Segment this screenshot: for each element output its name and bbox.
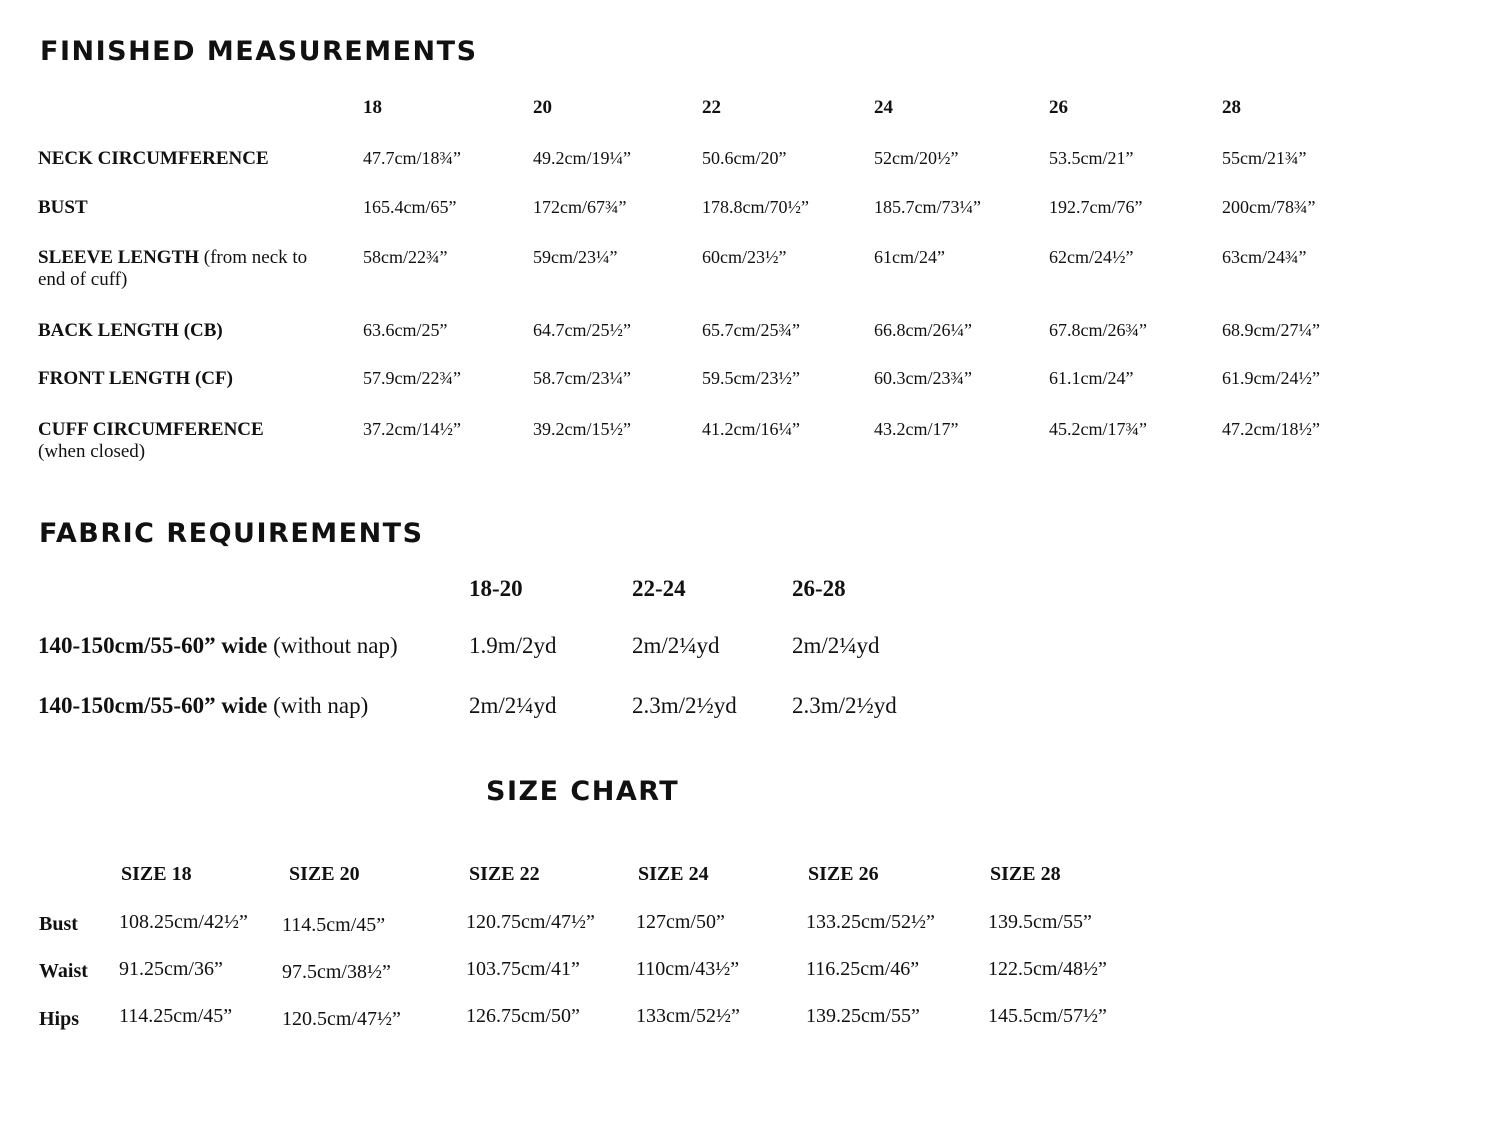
fm-cell: 200cm/78¾” — [1222, 197, 1316, 217]
fr-size-header: 26-28 — [792, 576, 846, 601]
sc-cell: 116.25cm/46” — [806, 958, 920, 980]
sc-cell: 120.75cm/47½” — [466, 911, 595, 933]
fr-cell: 2m/2¼yd — [632, 633, 720, 658]
fm-cell: 41.2cm/16¼” — [702, 419, 800, 439]
sc-size-header: SIZE 26 — [808, 863, 879, 885]
fm-row-label — [38, 419, 264, 463]
fm-row-note: end of cuff) — [38, 269, 128, 290]
fm-cell: 66.8cm/26¼” — [874, 320, 972, 340]
fr-cell: 2m/2¼yd — [469, 693, 557, 718]
sc-size-header: SIZE 20 — [289, 863, 360, 885]
fm-cell: 55cm/21¾” — [1222, 148, 1307, 168]
fm-row-label — [38, 197, 88, 219]
sc-cell: 145.5cm/57½” — [988, 1005, 1107, 1027]
fm-cell: 47.2cm/18½” — [1222, 419, 1320, 439]
fm-cell: 37.2cm/14½” — [363, 419, 461, 439]
fm-row-label-text: FRONT LENGTH (CF) — [38, 368, 233, 389]
sc-row-label: Bust — [39, 913, 78, 935]
fm-cell: 61.1cm/24” — [1049, 368, 1134, 388]
fm-cell: 50.6cm/20” — [702, 148, 787, 168]
fm-cell: 68.9cm/27¼” — [1222, 320, 1320, 340]
sc-cell: 103.75cm/41” — [466, 958, 580, 980]
fm-cell: 53.5cm/21” — [1049, 148, 1134, 168]
fm-cell: 67.8cm/26¾” — [1049, 320, 1147, 340]
fr-size-header: 18-20 — [469, 576, 523, 601]
fm-cell: 45.2cm/17¾” — [1049, 419, 1147, 439]
sc-row-label: Waist — [39, 960, 88, 982]
fm-size-header: 22 — [702, 97, 721, 118]
sc-size-header: SIZE 24 — [638, 863, 709, 885]
fr-row-note: (with nap) — [267, 693, 369, 718]
sc-size-header: SIZE 18 — [121, 863, 192, 885]
fm-cell: 63.6cm/25” — [363, 320, 448, 340]
fm-cell: 57.9cm/22¾” — [363, 368, 461, 388]
fm-row-label-text: SLEEVE LENGTH — [38, 247, 200, 268]
fm-row-note: (from neck to — [199, 247, 308, 268]
fm-cell: 59.5cm/23½” — [702, 368, 800, 388]
sc-cell: 122.5cm/48½” — [988, 958, 1107, 980]
fm-cell: 58.7cm/23¼” — [533, 368, 631, 388]
fr-cell: 2m/2¼yd — [792, 633, 880, 658]
fm-cell: 61cm/24” — [874, 247, 945, 267]
sc-cell: 97.5cm/38½” — [282, 961, 391, 983]
fm-size-header: 28 — [1222, 97, 1241, 118]
fm-cell: 192.7cm/76” — [1049, 197, 1143, 217]
sc-cell: 114.5cm/45” — [282, 914, 386, 936]
fm-cell: 52cm/20½” — [874, 148, 959, 168]
fm-size-header: 18 — [363, 97, 382, 118]
fm-cell: 185.7cm/73¼” — [874, 197, 981, 217]
size-chart-title: SIZE CHART — [486, 776, 680, 807]
fm-cell: 65.7cm/25¾” — [702, 320, 800, 340]
sc-row-label: Hips — [39, 1008, 80, 1030]
fm-cell: 59cm/23¼” — [533, 247, 618, 267]
fm-cell: 63cm/24¾” — [1222, 247, 1307, 267]
fm-row-label-text: NECK CIRCUMFERENCE — [38, 148, 269, 169]
sc-cell: 127cm/50” — [636, 911, 725, 933]
fm-cell: 47.7cm/18¾” — [363, 148, 461, 168]
sc-cell: 139.25cm/55” — [806, 1005, 920, 1027]
sc-cell: 139.5cm/55” — [988, 911, 1092, 933]
fm-cell: 165.4cm/65” — [363, 197, 457, 217]
sc-cell: 120.5cm/47½” — [282, 1008, 401, 1030]
fr-row-label-text: 140-150cm/55-60” wide — [38, 633, 268, 658]
fm-size-header: 26 — [1049, 97, 1068, 118]
fr-cell: 1.9m/2yd — [469, 633, 557, 658]
fm-row-label-text: CUFF CIRCUMFERENCE — [38, 419, 264, 440]
fabric-requirements-title: FABRIC REQUIREMENTS — [39, 518, 424, 549]
fm-cell: 58cm/22¾” — [363, 247, 448, 267]
sc-cell: 110cm/43½” — [636, 958, 740, 980]
fr-size-header: 22-24 — [632, 576, 686, 601]
fm-cell: 178.8cm/70½” — [702, 197, 809, 217]
fm-cell: 39.2cm/15½” — [533, 419, 631, 439]
sc-cell: 126.75cm/50” — [466, 1005, 580, 1027]
fr-row-label — [38, 693, 368, 719]
sc-cell: 114.25cm/45” — [119, 1005, 233, 1027]
sc-size-header: SIZE 22 — [469, 863, 540, 885]
fr-row-note: (without nap) — [267, 633, 398, 658]
fm-row-label — [38, 368, 233, 390]
sc-size-header: SIZE 28 — [990, 863, 1061, 885]
fm-size-header: 20 — [533, 97, 552, 118]
fm-cell: 43.2cm/17” — [874, 419, 959, 439]
sc-cell: 133cm/52½” — [636, 1005, 740, 1027]
fm-row-label — [38, 148, 269, 170]
fm-row-note: (when closed) — [38, 441, 146, 462]
fm-row-label-text: BUST — [38, 197, 88, 218]
fm-cell: 64.7cm/25½” — [533, 320, 631, 340]
fm-row-label-text: BACK LENGTH (CB) — [38, 320, 223, 341]
sc-cell: 133.25cm/52½” — [806, 911, 935, 933]
fm-cell: 61.9cm/24½” — [1222, 368, 1320, 388]
fm-cell: 62cm/24½” — [1049, 247, 1134, 267]
fm-cell: 49.2cm/19¼” — [533, 148, 631, 168]
fm-cell: 172cm/67¾” — [533, 197, 627, 217]
fr-row-label — [38, 633, 398, 659]
fm-row-label — [38, 320, 223, 342]
fr-cell: 2.3m/2½yd — [792, 693, 897, 718]
finished-measurements-title: FINISHED MEASUREMENTS — [40, 36, 478, 67]
fr-cell: 2.3m/2½yd — [632, 693, 737, 718]
fm-row-label — [38, 247, 307, 291]
fm-cell: 60.3cm/23¾” — [874, 368, 972, 388]
sc-cell: 108.25cm/42½” — [119, 911, 248, 933]
fm-size-header: 24 — [874, 97, 893, 118]
fr-row-label-text: 140-150cm/55-60” wide — [38, 693, 268, 718]
fm-cell: 60cm/23½” — [702, 247, 787, 267]
sc-cell: 91.25cm/36” — [119, 958, 223, 980]
